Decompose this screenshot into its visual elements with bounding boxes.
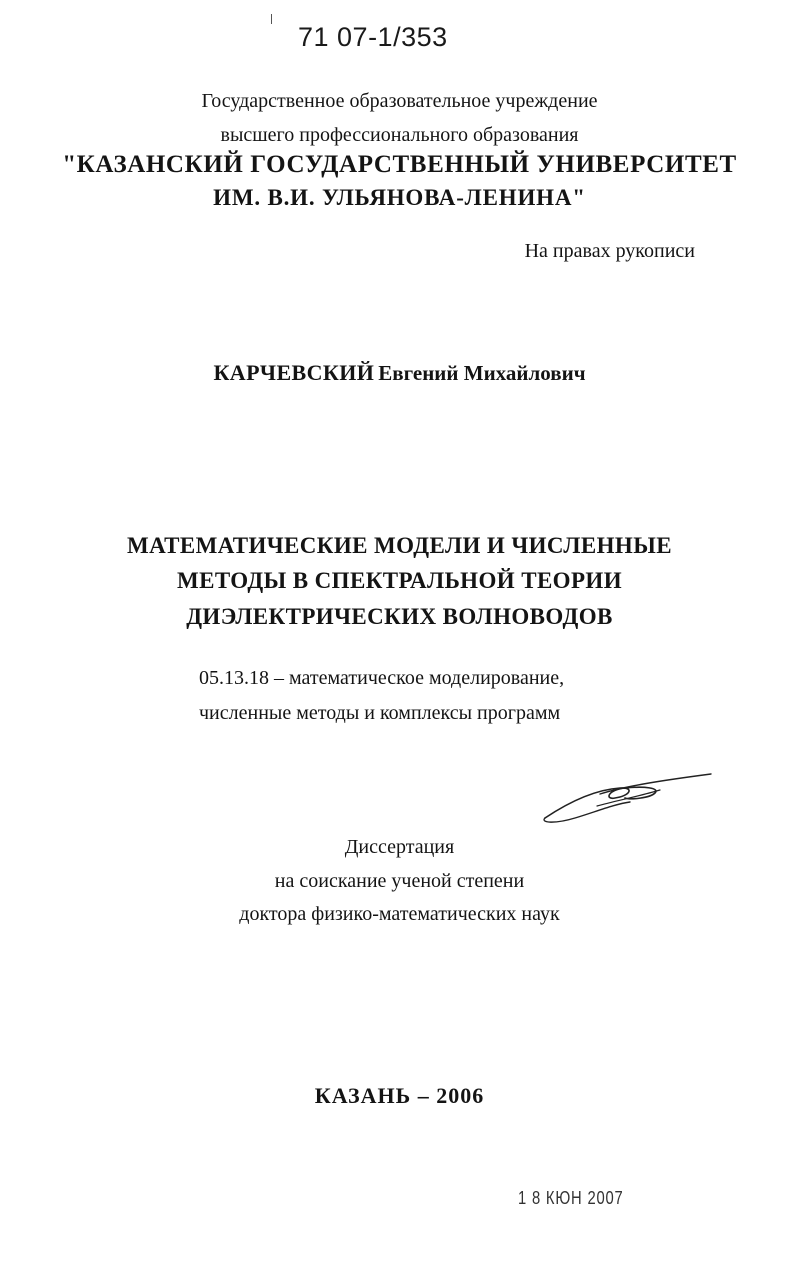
- degree-line-1: Диссертация: [344, 836, 455, 858]
- thesis-title-line-2: МЕТОДЫ В СПЕКТРАЛЬНОЙ ТЕОРИИ: [176, 568, 623, 593]
- university-name-line-1: "КАЗАНСКИЙ ГОСУДАРСТВЕННЫЙ УНИВЕРСИТЕТ: [62, 151, 737, 178]
- degree-line-3: доктора физико-математических наук: [239, 903, 560, 925]
- specialty-line-1: 05.13.18 – математическое моделирование,: [199, 667, 565, 689]
- author-given-names: Евгений Михайлович: [378, 361, 586, 385]
- library-stamp-number: 71 07-1/353: [298, 22, 448, 52]
- thesis-title-line-1: МАТЕМАТИЧЕСКИЕ МОДЕЛИ И ЧИСЛЕННЫЕ: [127, 533, 672, 558]
- handwritten-signature: [535, 768, 715, 828]
- institution-line-1: Государственное образовательное учреждение: [201, 90, 598, 112]
- city-year: КАЗАНЬ – 2006: [314, 1083, 485, 1108]
- date-stamp: 1 8 КЮН 2007: [518, 1188, 624, 1208]
- institution-line-2: высшего профессионального образования: [220, 124, 579, 146]
- author-surname: КАРЧЕВСКИЙ: [213, 360, 375, 385]
- specialty-line-2: численные методы и комплексы программ: [199, 702, 561, 724]
- rights-note: На правах рукописи: [524, 240, 695, 262]
- degree-line-2: на соискание ученой степени: [274, 870, 525, 892]
- author-name: [0, 360, 799, 386]
- margin-tick-mark: [271, 14, 272, 24]
- thesis-title-line-3: ДИЭЛЕКТРИЧЕСКИХ ВОЛНОВОДОВ: [186, 604, 613, 629]
- university-name-line-2: ИМ. В.И. УЛЬЯНОВА-ЛЕНИНА": [213, 185, 586, 210]
